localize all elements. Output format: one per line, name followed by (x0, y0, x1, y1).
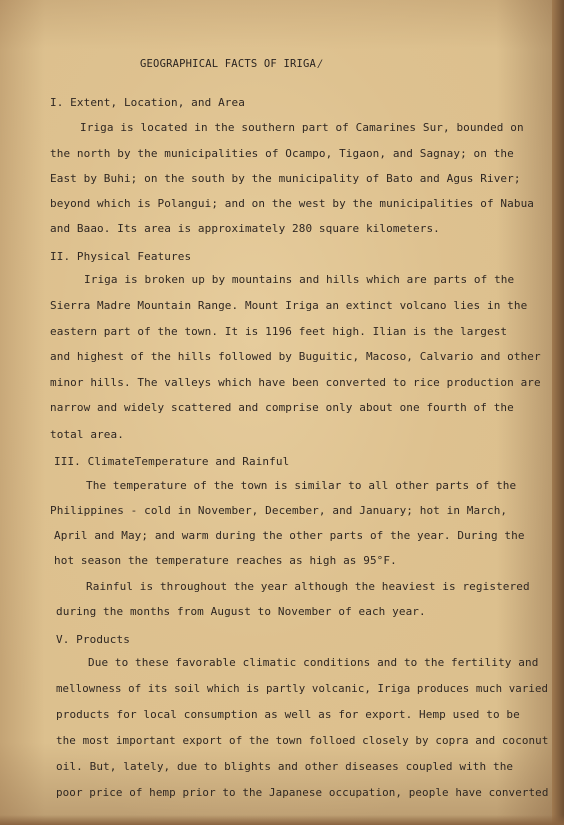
text-line: beyond which is Polangui; and on the west by the municipalities of Nabua (50, 197, 535, 210)
text-line: Sierra Madre Mountain Range. Mount Iriga an extinct volcano lies in the (50, 299, 528, 312)
text-line: mellowness of its soil which is partly volcanic, Iriga produces much varied (56, 682, 549, 695)
text-line: April and May; and warm during the other parts of the year. During the (54, 529, 525, 542)
text-line: hot season the temperature reaches as high as 95°F. (54, 554, 397, 567)
text-line: East by Buhi; on the south by the municipality of Bato and Agus River; (50, 172, 521, 185)
section-heading: V. Products (56, 633, 130, 646)
section-heading: II. Physical Features (50, 250, 192, 263)
page-bottom-shadow (0, 815, 564, 825)
text-line: total area. (50, 428, 124, 441)
text-line: poor price of hemp prior to the Japanese occupation, people have converted (56, 786, 549, 799)
section-heading: I. Extent, Location, and Area (50, 96, 245, 109)
text-line: products for local consumption as well as for export. Hemp used to be (56, 708, 520, 721)
document-title (140, 58, 380, 70)
text-line: during the months from August to November of each year. (56, 605, 426, 618)
page-edge-shadow (552, 0, 564, 825)
text-line: Rainful is throughout the year although the heaviest is registered (86, 580, 530, 593)
title-text: GEOGRAPHICAL FACTS OF IRIGA (140, 58, 317, 70)
section-heading: III. ClimateTemperature and Rainful (54, 455, 290, 468)
text-line: Iriga is broken up by mountains and hills which are parts of the (84, 273, 515, 286)
title-handwritten-mark: / (318, 58, 322, 70)
text-line: eastern part of the town. It is 1196 feet high. Ilian is the largest (50, 325, 508, 338)
text-line: the most important export of the town folloed closely by copra and coconut (56, 734, 549, 747)
text-line: The temperature of the town is similar to all other parts of the (86, 479, 517, 492)
text-line: narrow and widely scattered and comprise only about one fourth of the (50, 401, 514, 414)
text-line: minor hills. The valleys which have been converted to rice production are (50, 376, 541, 389)
text-line: and highest of the hills followed by Buguitic, Macoso, Calvario and other (50, 350, 541, 363)
text-line: and Baao. Its area is approximately 280 square kilometers. (50, 222, 440, 235)
text-line: the north by the municipalities of Ocampo, Tigaon, and Sagnay; on the (50, 147, 514, 160)
text-line: Philippines - cold in November, December, and January; hot in March, (50, 504, 508, 517)
text-line: Iriga is located in the southern part of Camarines Sur, bounded on (80, 121, 524, 134)
text-line: oil. But, lately, due to blights and other diseases coupled with the (56, 760, 514, 773)
text-line: Due to these favorable climatic conditions and to the fertility and (88, 656, 539, 669)
